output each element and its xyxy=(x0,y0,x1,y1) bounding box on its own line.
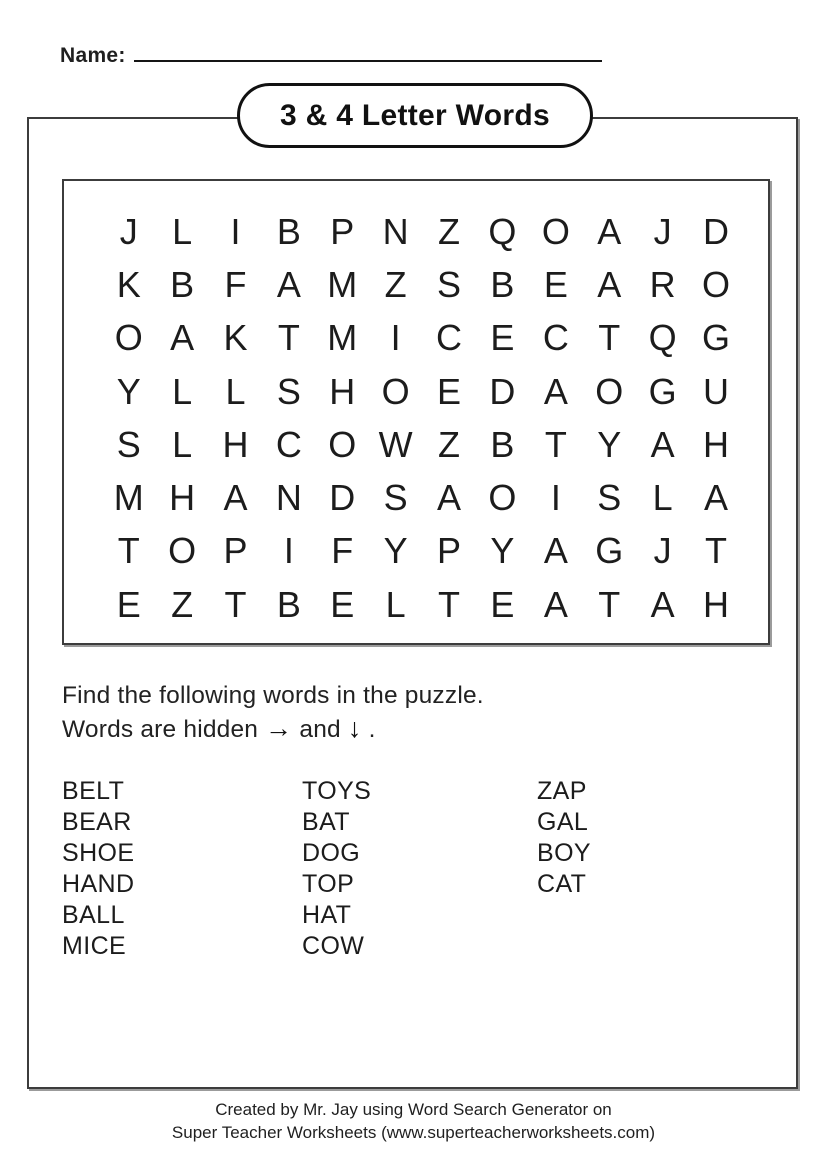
grid-letter: T xyxy=(224,583,247,625)
word-list xyxy=(29,776,800,976)
grid-letter: I xyxy=(550,477,561,519)
grid-letter: Y xyxy=(490,530,515,572)
word-list-item: HAT xyxy=(302,901,352,929)
page-title: 3 & 4 Letter Words xyxy=(280,98,550,132)
grid-letter: S xyxy=(597,477,622,519)
grid-letter: S xyxy=(437,263,462,305)
grid-letter: T xyxy=(277,317,300,359)
puzzle-letter-grid xyxy=(102,205,768,631)
grid-letter: D xyxy=(329,477,356,519)
instructions-line1: Find the following words in the puzzle. xyxy=(62,682,484,709)
grid-letter: L xyxy=(172,210,193,252)
word-list-item: BELT xyxy=(62,777,125,805)
word-list-item: HAND xyxy=(62,870,135,898)
grid-letter: R xyxy=(649,263,676,305)
grid-letter: I xyxy=(390,317,401,359)
grid-letter: Q xyxy=(488,210,517,252)
grid-letter: O xyxy=(595,370,624,412)
grid-letter: E xyxy=(543,263,568,305)
grid-letter: T xyxy=(598,583,621,625)
grid-letter: T xyxy=(438,583,461,625)
grid-letter: M xyxy=(327,263,358,305)
grid-letter: D xyxy=(702,210,729,252)
word-list-item: BOY xyxy=(537,839,591,867)
word-list-item: SHOE xyxy=(62,839,135,867)
grid-letter: O xyxy=(541,210,570,252)
grid-letter: B xyxy=(170,263,195,305)
word-list-column xyxy=(62,776,134,962)
grid-letter: A xyxy=(650,583,675,625)
word-list-item: COW xyxy=(302,932,365,960)
grid-letter: L xyxy=(652,477,673,519)
grid-letter: E xyxy=(116,583,141,625)
word-list-item: ZAP xyxy=(537,777,587,805)
grid-letter: A xyxy=(703,477,728,519)
grid-letter: L xyxy=(172,370,193,412)
word-list-item: CAT xyxy=(537,870,587,898)
grid-letter: M xyxy=(113,477,144,519)
grid-letter: F xyxy=(331,530,354,572)
grid-letter: B xyxy=(490,423,515,465)
grid-letter: H xyxy=(702,583,729,625)
grid-letter: T xyxy=(544,423,567,465)
grid-letter: J xyxy=(653,530,672,572)
down-arrow-icon: ↓ xyxy=(347,713,362,743)
grid-letter: E xyxy=(490,583,515,625)
grid-letter: Z xyxy=(384,263,407,305)
grid-letter: A xyxy=(276,263,301,305)
grid-letter: L xyxy=(172,423,193,465)
grid-letter: A xyxy=(543,583,568,625)
grid-letter: I xyxy=(283,530,294,572)
grid-letter: O xyxy=(381,370,410,412)
instructions xyxy=(62,680,484,746)
footer-line2: Super Teacher Worksheets (www.superteacherworksheets.com) xyxy=(171,1123,656,1142)
grid-letter: S xyxy=(276,370,301,412)
grid-letter: L xyxy=(225,370,246,412)
grid-letter: I xyxy=(230,210,241,252)
instructions-line2: Words are hidden → and ↓ . xyxy=(62,713,376,743)
grid-letter: G xyxy=(701,317,730,359)
grid-letter: Y xyxy=(116,370,141,412)
grid-letter: M xyxy=(327,317,358,359)
grid-letter: A xyxy=(597,263,622,305)
grid-letter: U xyxy=(702,370,729,412)
grid-letter: S xyxy=(116,423,141,465)
word-list-column xyxy=(537,776,591,900)
grid-letter: O xyxy=(488,477,517,519)
grid-letter: T xyxy=(117,530,140,572)
grid-letter: A xyxy=(543,370,568,412)
grid-letter: A xyxy=(437,477,462,519)
title-badge xyxy=(237,83,593,148)
word-list-item: GAL xyxy=(537,808,589,836)
grid-letter: J xyxy=(653,210,672,252)
grid-letter: Z xyxy=(438,423,461,465)
grid-letter: B xyxy=(276,583,301,625)
grid-letter: C xyxy=(436,317,463,359)
grid-letter: O xyxy=(114,317,143,359)
grid-letter: P xyxy=(437,530,462,572)
grid-letter: F xyxy=(224,263,247,305)
grid-letter: H xyxy=(702,423,729,465)
grid-letter: N xyxy=(382,210,409,252)
grid-letter: L xyxy=(385,583,406,625)
grid-letter: Z xyxy=(171,583,194,625)
footer-line1: Created by Mr. Jay using Word Search Generator on xyxy=(215,1100,612,1119)
grid-letter: E xyxy=(490,317,515,359)
grid-letter: P xyxy=(330,210,355,252)
worksheet-frame xyxy=(27,117,798,1089)
grid-letter: A xyxy=(223,477,248,519)
grid-letter: O xyxy=(168,530,197,572)
grid-letter: A xyxy=(597,210,622,252)
word-list-item: DOG xyxy=(302,839,361,867)
grid-letter: O xyxy=(701,263,730,305)
footer-credit xyxy=(0,1098,827,1144)
grid-letter: E xyxy=(330,583,355,625)
grid-letter: S xyxy=(383,477,408,519)
name-write-line xyxy=(134,40,602,62)
word-list-column xyxy=(302,776,371,962)
grid-letter: E xyxy=(437,370,462,412)
grid-letter: D xyxy=(489,370,516,412)
grid-letter: H xyxy=(329,370,356,412)
grid-letter: K xyxy=(116,263,141,305)
grid-letter: N xyxy=(275,477,302,519)
word-list-item: BEAR xyxy=(62,808,132,836)
grid-letter: Y xyxy=(597,423,622,465)
grid-letter: J xyxy=(119,210,138,252)
name-row xyxy=(60,40,620,70)
grid-letter: Y xyxy=(383,530,408,572)
grid-letter: A xyxy=(650,423,675,465)
grid-letter: A xyxy=(543,530,568,572)
name-label: Name: xyxy=(60,44,126,67)
word-list-item: TOP xyxy=(302,870,355,898)
grid-letter: Q xyxy=(648,317,677,359)
word-list-item: TOYS xyxy=(302,777,372,805)
grid-letter: H xyxy=(222,423,249,465)
grid-letter: T xyxy=(598,317,621,359)
grid-letter: P xyxy=(223,530,248,572)
grid-letter: O xyxy=(328,423,357,465)
word-list-item: BALL xyxy=(62,901,125,929)
grid-letter: G xyxy=(595,530,624,572)
grid-letter: B xyxy=(490,263,515,305)
puzzle-grid-box xyxy=(62,179,770,645)
word-list-item: BAT xyxy=(302,808,350,836)
grid-letter: H xyxy=(169,477,196,519)
grid-letter: Z xyxy=(438,210,461,252)
grid-letter: G xyxy=(648,370,677,412)
grid-letter: T xyxy=(704,530,727,572)
grid-letter: K xyxy=(223,317,248,359)
grid-letter: A xyxy=(170,317,195,359)
grid-letter: W xyxy=(378,423,413,465)
right-arrow-icon: → xyxy=(265,713,293,743)
grid-letter: B xyxy=(276,210,301,252)
word-list-item: MICE xyxy=(62,932,127,960)
grid-letter: C xyxy=(542,317,569,359)
grid-letter: C xyxy=(275,423,302,465)
